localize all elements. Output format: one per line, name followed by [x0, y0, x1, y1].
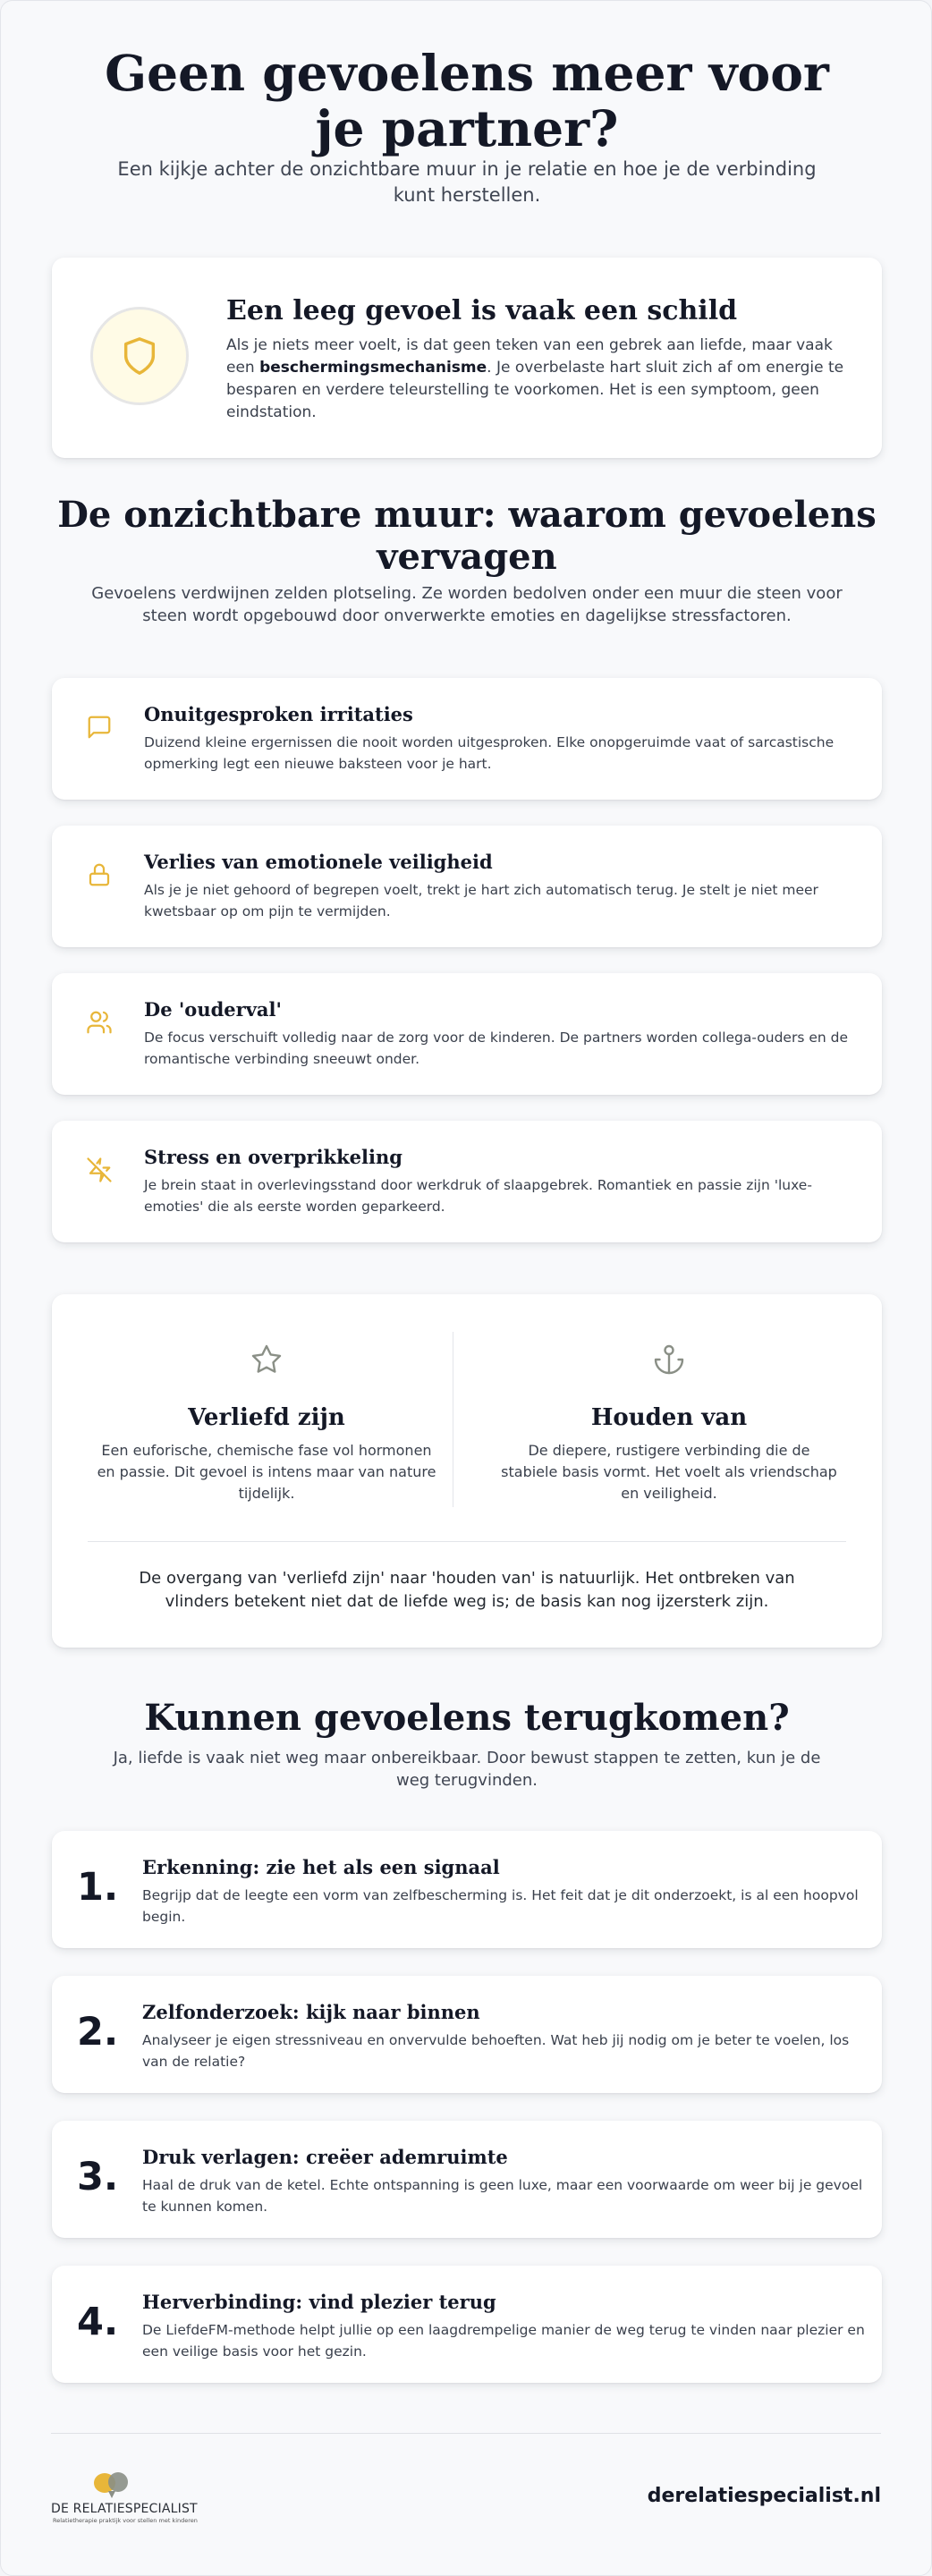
step-number: 4. — [77, 2300, 119, 2344]
page-subtitle: Een kijkje achter de onzichtbare muur in je relatie en hoe je de verbinding kunt herstellen. — [117, 158, 817, 206]
comparison-right-title: Houden van — [590, 1404, 748, 1431]
reason-text: Je brein staat in overlevingsstand door werkdruk of slaapgebrek. Romantiek en passie zijn 'luxe-emoties' die als eerste worden geparkeerd. — [144, 1177, 812, 1215]
reason-card-parent-trap — [52, 973, 882, 1095]
reason-text: Als je je niet gehoord of begrepen voelt, trekt je hart zich automatisch terug. Je stelt je niet meer kwetsbaar op om pijn te vermijden. — [144, 882, 818, 919]
shield-card — [52, 258, 882, 458]
logo-name: DE RELATIESPECIALIST — [51, 2502, 198, 2516]
users-icon — [86, 1009, 113, 1036]
star-icon — [250, 1343, 283, 1376]
step-text: Haal de druk van de ketel. Echte ontspanning is geen luxe, maar een voorwaarde om weer bij je gevoel te kunnen komen. — [142, 2177, 863, 2215]
wall-section-subtitle: Gevoelens verdwijnen zelden plotseling. Ze worden bedolven onder een muur die steen voor steen wordt opgebouwd door onverwerkte emoties en dagelijkse stressfactoren. — [91, 584, 843, 625]
page-title: Geen gevoelens meer voor je partner? — [105, 44, 829, 157]
step-number: 3. — [77, 2155, 119, 2199]
logo-tagline: Relatietherapie praktijk voor stellen met kinderen — [53, 2517, 198, 2524]
shield-card-title: Een leeg gevoel is vaak een schild — [226, 295, 738, 326]
reason-text: Duizend kleine ergernissen die nooit worden uitgesproken. Elke onopgeruimde vaat of sarcastische opmerking legt een nieuwe baksteen voor je hart. — [144, 734, 835, 772]
step-number: 1. — [77, 1865, 119, 1910]
step-card-4 — [52, 2266, 882, 2383]
comparison-left-title: Verliefd zijn — [188, 1404, 345, 1431]
return-section-title: Kunnen gevoelens terugkomen? — [144, 1697, 790, 1739]
comparison-card — [52, 1294, 882, 1648]
comparison-left-text: Een euforische, chemische fase vol hormonen en passie. Dit gevoel is intens maar van nature tijdelijk. — [97, 1442, 436, 1502]
comparison-note: De overgang van 'verliefd zijn' naar 'houden van' is natuurlijk. Het ontbreken van vlinders betekent niet dat de liefde weg is; de basis kan nog ijzersterk zijn. — [139, 1569, 795, 1611]
shield-icon-circle — [90, 307, 189, 405]
return-section-subtitle: Ja, liefde is vaak niet weg maar onbereikbaar. Door bewust stappen te zetten, kun je de weg terugvinden. — [113, 1749, 821, 1790]
reason-text: De focus verschuift volledig naar de zorg voor de kinderen. De partners worden collega-ouders en de romantische verbinding sneeuwt onder. — [144, 1030, 848, 1067]
comparison-separator — [88, 1541, 846, 1542]
company-logo — [51, 2470, 198, 2525]
step-title: Erkenning: zie het als een signaal — [142, 1856, 500, 1878]
website-link[interactable]: derelatiespecialist.nl — [647, 2485, 881, 2507]
step-text: Begrijp dat de leegte een vorm van zelfbescherming is. Het feit dat je dit onderzoekt, is al een hoopvol begin. — [142, 1887, 859, 1925]
reason-card-stress — [52, 1121, 882, 1242]
comparison-right-text: De diepere, rustigere verbinding die de stabiele basis vormt. Het voelt als vriendschap en veiligheid. — [501, 1442, 837, 1502]
step-title: Herverbinding: vind plezier terug — [142, 2291, 496, 2313]
step-card-3 — [52, 2121, 882, 2238]
message-square-icon — [86, 714, 113, 741]
step-title: Druk verlagen: creëer ademruimte — [142, 2146, 508, 2168]
reason-card-safety — [52, 826, 882, 947]
comparison-right — [490, 1343, 848, 1504]
wall-section-title: De onzichtbare muur: waarom gevoelens vervagen — [57, 494, 877, 578]
highlight-term: beschermingsmechanisme — [259, 359, 487, 377]
anchor-icon — [653, 1343, 685, 1376]
reason-card-irritations — [52, 678, 882, 800]
comparison-left — [88, 1343, 445, 1504]
lock-icon — [86, 861, 113, 888]
reason-title: Stress en overprikkeling — [144, 1146, 402, 1168]
zap-off-icon — [86, 1157, 113, 1183]
step-text: Analyseer je eigen stressniveau en onvervulde behoeften. Wat heb jij nodig om je beter te voelen, los van de relatie? — [142, 2032, 850, 2070]
logo-hearts-icon — [89, 2470, 135, 2500]
reason-title: Verlies van emotionele veiligheid — [144, 851, 493, 873]
reason-title: De 'ouderval' — [144, 998, 282, 1021]
reason-title: Onuitgesproken irritaties — [144, 703, 413, 725]
step-number: 2. — [77, 2010, 119, 2055]
step-text: De LiefdeFM-methode helpt jullie op een laagdrempelige manier de weg terug te vinden naar plezier en een veilige basis voor het gezin. — [142, 2322, 865, 2360]
footer-divider — [51, 2433, 881, 2434]
step-title: Zelfonderzoek: kijk naar binnen — [142, 2001, 480, 2023]
shield-card-text: Als je niets meer voelt, is dat geen teken van een gebrek aan liefde, maar vaak een beschermingsmechanisme. Je overbelaste hart sluit zich af om energie te besparen en verdere teleurstelling te voorkomen. Het is een symptoom, geen eindstation. — [226, 336, 844, 421]
step-card-1 — [52, 1831, 882, 1948]
shield-icon — [119, 335, 160, 377]
step-card-2 — [52, 1976, 882, 2093]
